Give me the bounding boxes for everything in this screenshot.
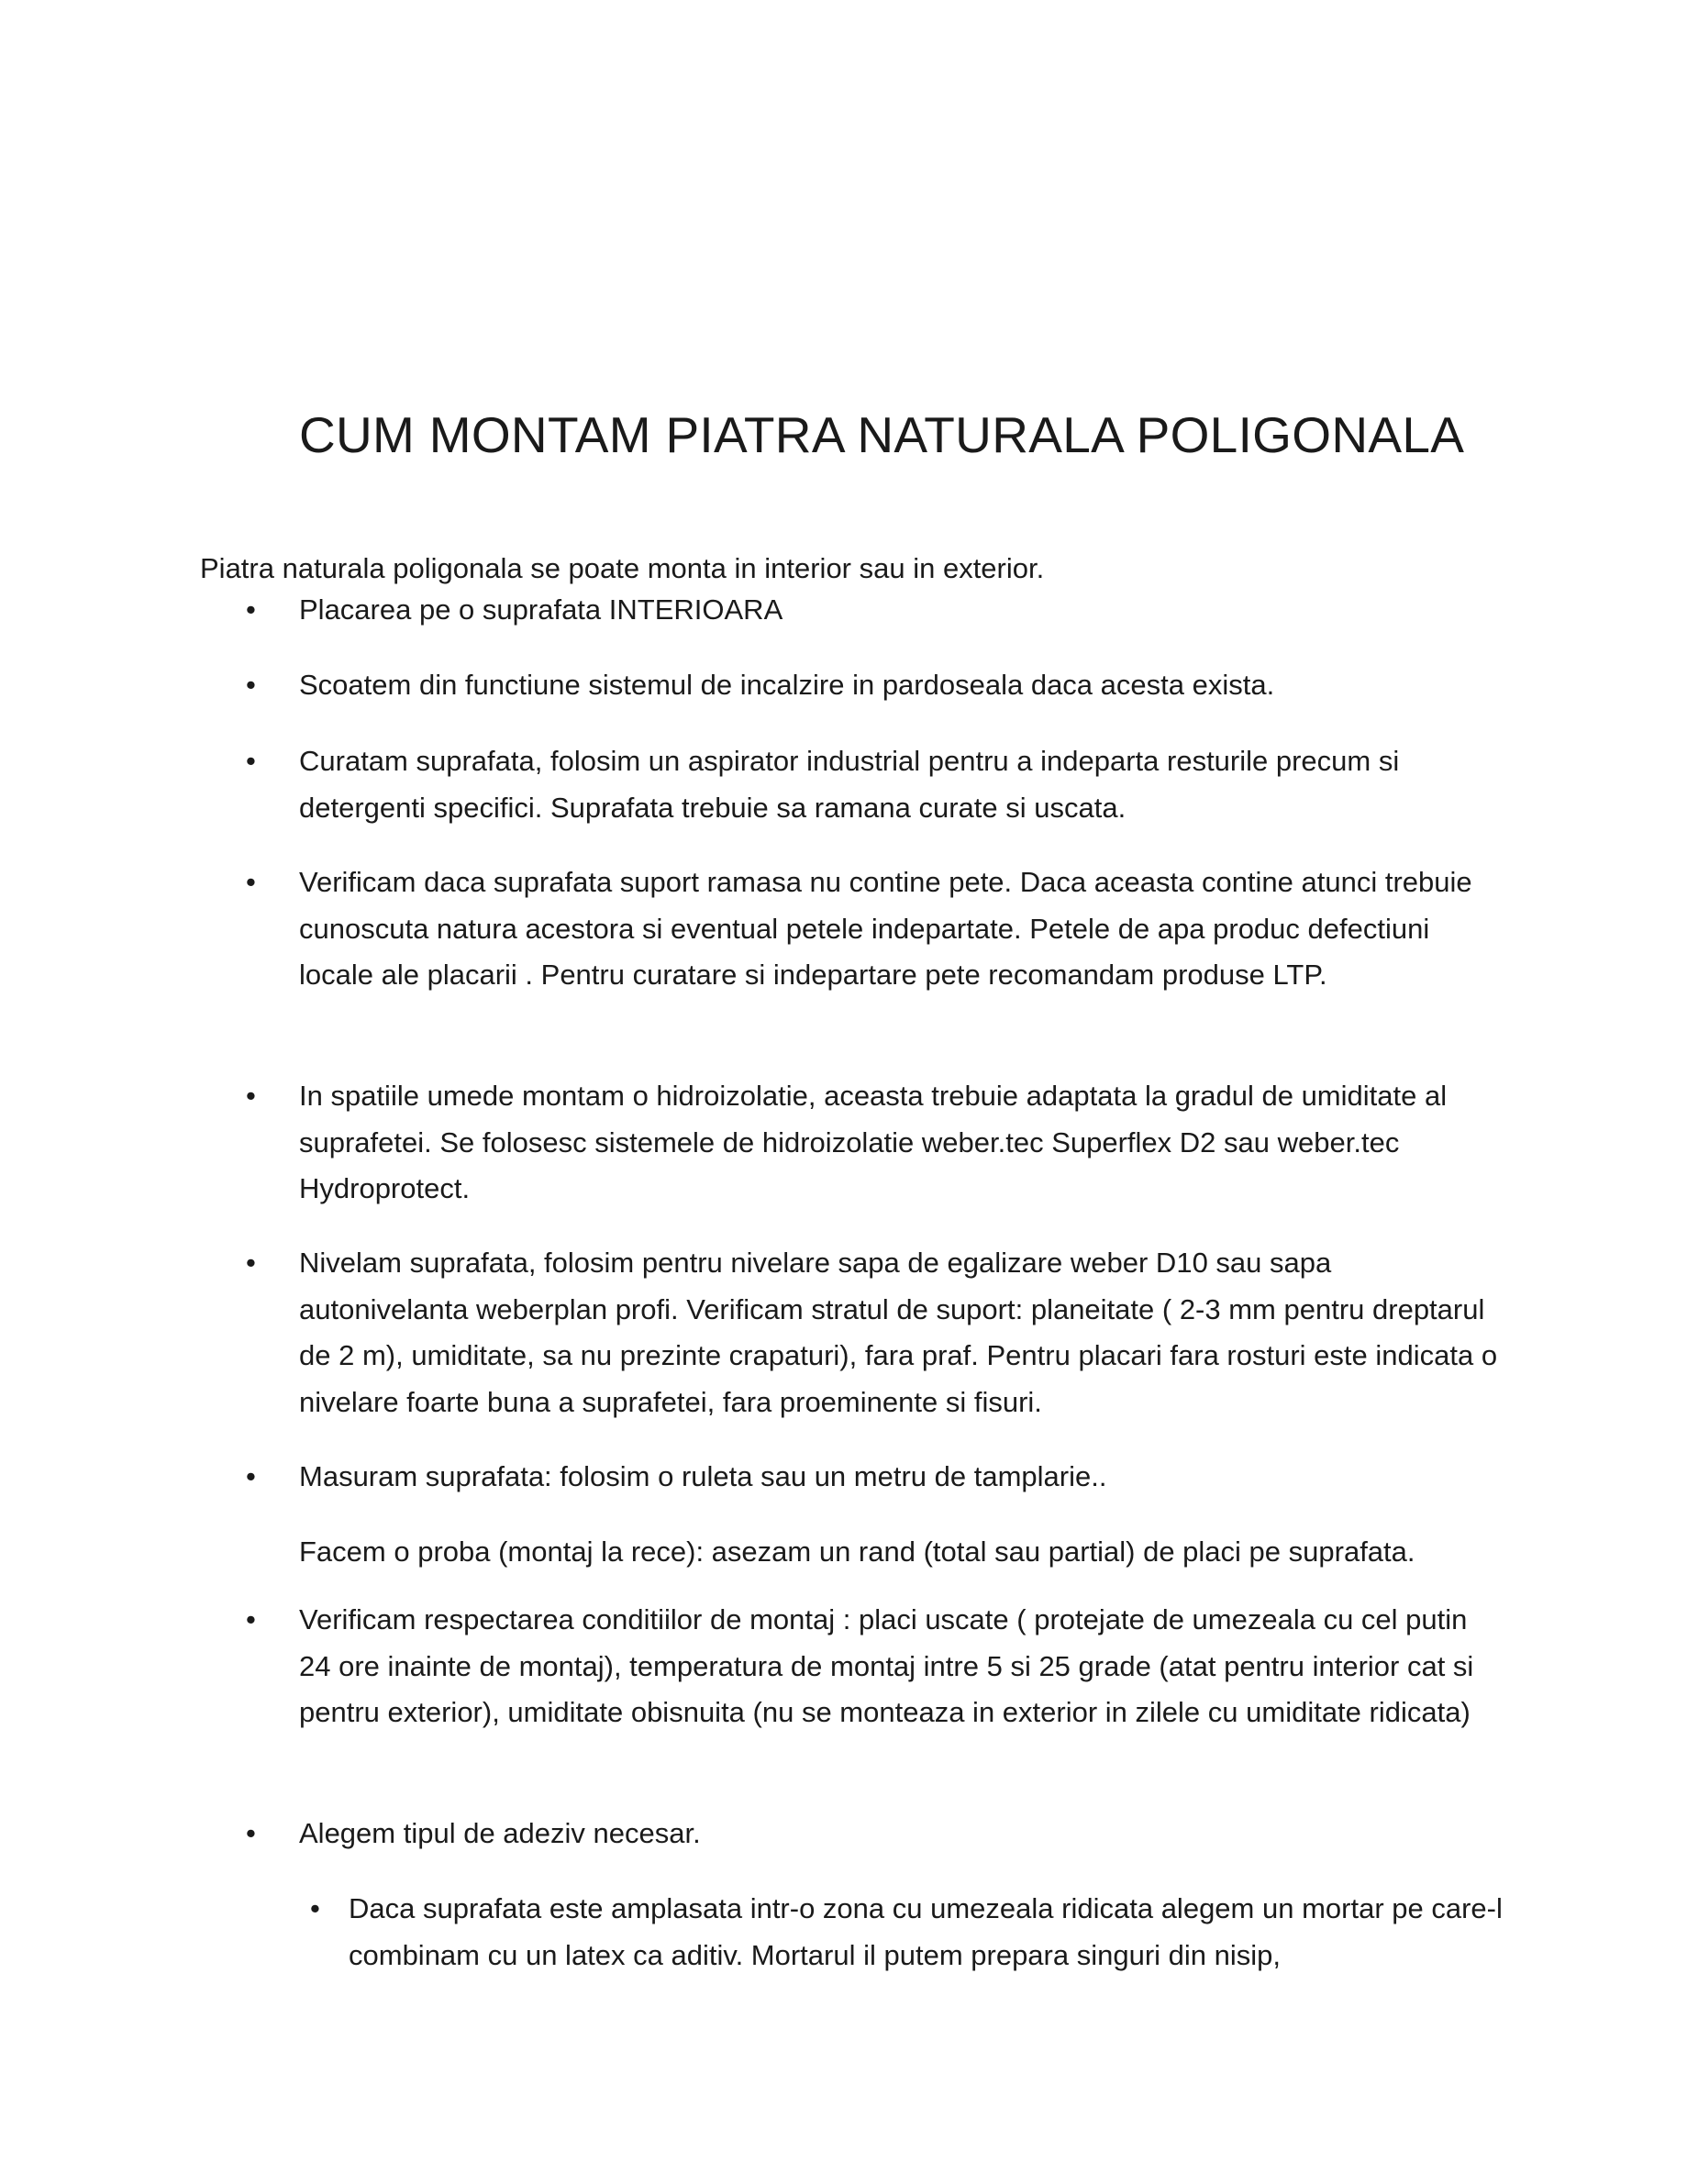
list-item-text: Nivelam suprafata, folosim pentru nivelare sapa de egalizare weber D10 sau sapa autonivelanta weberplan profi. Verificam stratul de suport: planeitate ( 2-3 mm pentru dreptarul de 2 m), umiditate, sa nu prezinte crapaturi), fara praf. Pentru placari fara rosturi este indicata o nivelare foarte buna a suprafetei, fara proeminente si fisuri. (299, 1247, 1498, 1418)
list-item-text: Masuram suprafata: folosim o ruleta sau un metru de tamplarie.. (299, 1460, 1107, 1492)
bullet-icon: • (246, 745, 256, 777)
list-item-text: Scoatem din functiune sistemul de incalzire in pardoseala daca acesta exista. (299, 669, 1275, 701)
intro-paragraph: Piatra naturala poligonala se poate monta in interior sau in exterior. (200, 552, 1045, 584)
bullet-icon: • (246, 669, 256, 701)
list-item-text: Curatam suprafata, folosim un aspirator industrial pentru a indeparta resturile precum si detergenti specifici. Suprafata trebuie sa ramana curate si uscata. (299, 745, 1400, 824)
bullet-icon: • (246, 1247, 256, 1279)
bullet-icon: • (310, 1892, 320, 1924)
list-item-text: In spatiile umede montam o hidroizolatie, aceasta trebuie adaptata la gradul de umiditate al suprafetei. Se folosesc sistemele de hidroizolatie weber.tec Superflex D2 sau weber.tec Hydroprotect. (299, 1080, 1448, 1204)
sub-list-item-text: Daca suprafata este amplasata intr-o zona cu umezeala ridicata alegem un mortar pe care-l combinam cu un latex ca aditiv. Mortarul il putem prepara singuri din nisip, (349, 1892, 1503, 1971)
bullet-icon: • (246, 1817, 256, 1849)
bullet-icon: • (246, 1603, 256, 1635)
bullet-icon: • (246, 866, 256, 898)
list-item-text: Verificam respectarea conditiilor de montaj : placi uscate ( protejate de umezeala cu cel putin 24 ore inainte de montaj), temperatura de montaj intre 5 si 25 grade (atat pentru interior cat si pentru exterior), umiditate obisnuita (nu se monteaza in exterior in zilele cu umiditate ridicata) (299, 1603, 1474, 1728)
list-item-text: Alegem tipul de adeziv necesar. (299, 1817, 701, 1849)
bullet-icon: • (246, 1460, 256, 1492)
list-item-text: Placarea pe o suprafata INTERIOARA (299, 593, 783, 626)
bullet-icon: • (246, 593, 256, 626)
list-item-text: Verificam daca suprafata suport ramasa nu contine pete. Daca aceasta contine atunci trebuie cunoscuta natura acestora si eventual petele indepartate. Petele de apa produc defectiuni locale ale placarii . Pentru curatare si indepartare pete recomandam produse LTP. (299, 866, 1472, 991)
document-title: CUM MONTAM PIATRA NATURALA POLIGONALA (299, 406, 1465, 463)
bullet-icon: • (246, 1080, 256, 1112)
test-fit-paragraph: Facem o proba (montaj la rece): asezam un rand (total sau partial) de placi pe suprafata. (299, 1535, 1415, 1568)
